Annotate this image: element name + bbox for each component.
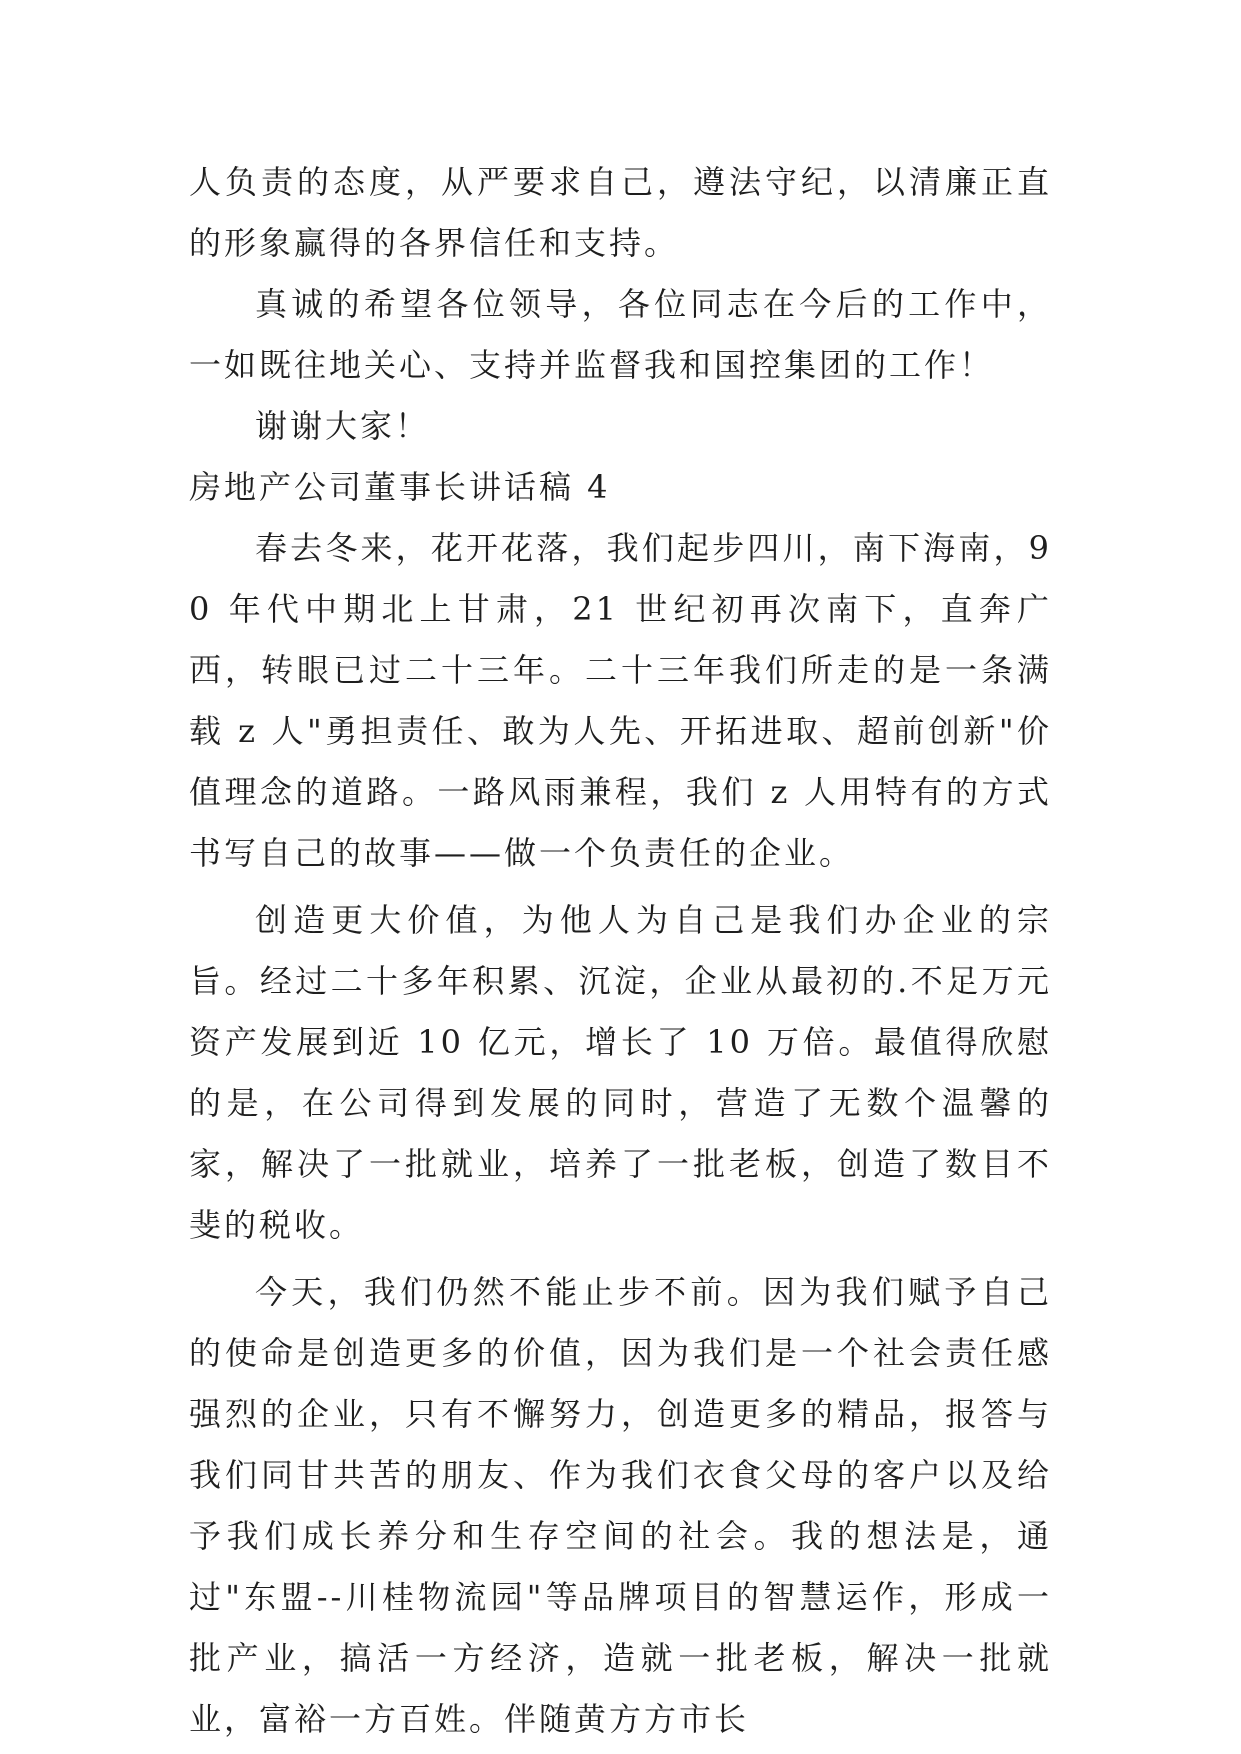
paragraph-thanks: 谢谢大家！ (255, 407, 431, 445)
paragraph-hope: 真诚的希望各位领导，各位同志在今后的工作中，一如既往地关心、支持并监督我和国控集团的工作！ (189, 285, 1052, 384)
paragraph-history: 春去冬来，花开花落，我们起步四川，南下海南，90 年代中期北上甘肃，21 世纪初再次南下，直奔广西，转眼已过二十三年。二十三年我们所走的是一条满载 z 人"勇担责任、敢为人先、开拓进取、超前创新"价值理念的道路。一路风雨兼程，我们 z 人用特有的方式书写自己的故事——做一个负责任的企业。 (189, 529, 1052, 872)
paragraph-mission: 今天，我们仍然不能止步不前。因为我们赋予自己的使命是创造更多的价值，因为我们是一个社会责任感强烈的企业，只有不懈努力，创造更多的精品，报答与我们同甘共苦的朋友、作为我们衣食父母的客户以及给予我们成长养分和生存空间的社会。我的想法是，通过"东盟--川桂物流园"等品牌项目的智慧运作，形成一批产业，搞活一方经济，造就一批老板，解决一批就业，富裕一方百姓。伴随黄方方市长 (189, 1273, 1052, 1738)
paragraph-continuation: 人负责的态度，从严要求自己，遵法守纪，以清廉正直的形象赢得的各界信任和支持。 (189, 163, 1052, 262)
paragraph-value: 创造更大价值，为他人为自己是我们办企业的宗旨。经过二十多年积累、沉淀，企业从最初的.不足万元资产发展到近 10 亿元，增长了 10 万倍。最值得欣慰的是，在公司得到发展的同时，营造了无数个温馨的家，解决了一批就业，培养了一批老板，创造了数目不斐的税收。 (189, 901, 1052, 1244)
document-body (189, 152, 1052, 1750)
section-title: 房地产公司董事长讲话稿 4 (189, 468, 611, 506)
